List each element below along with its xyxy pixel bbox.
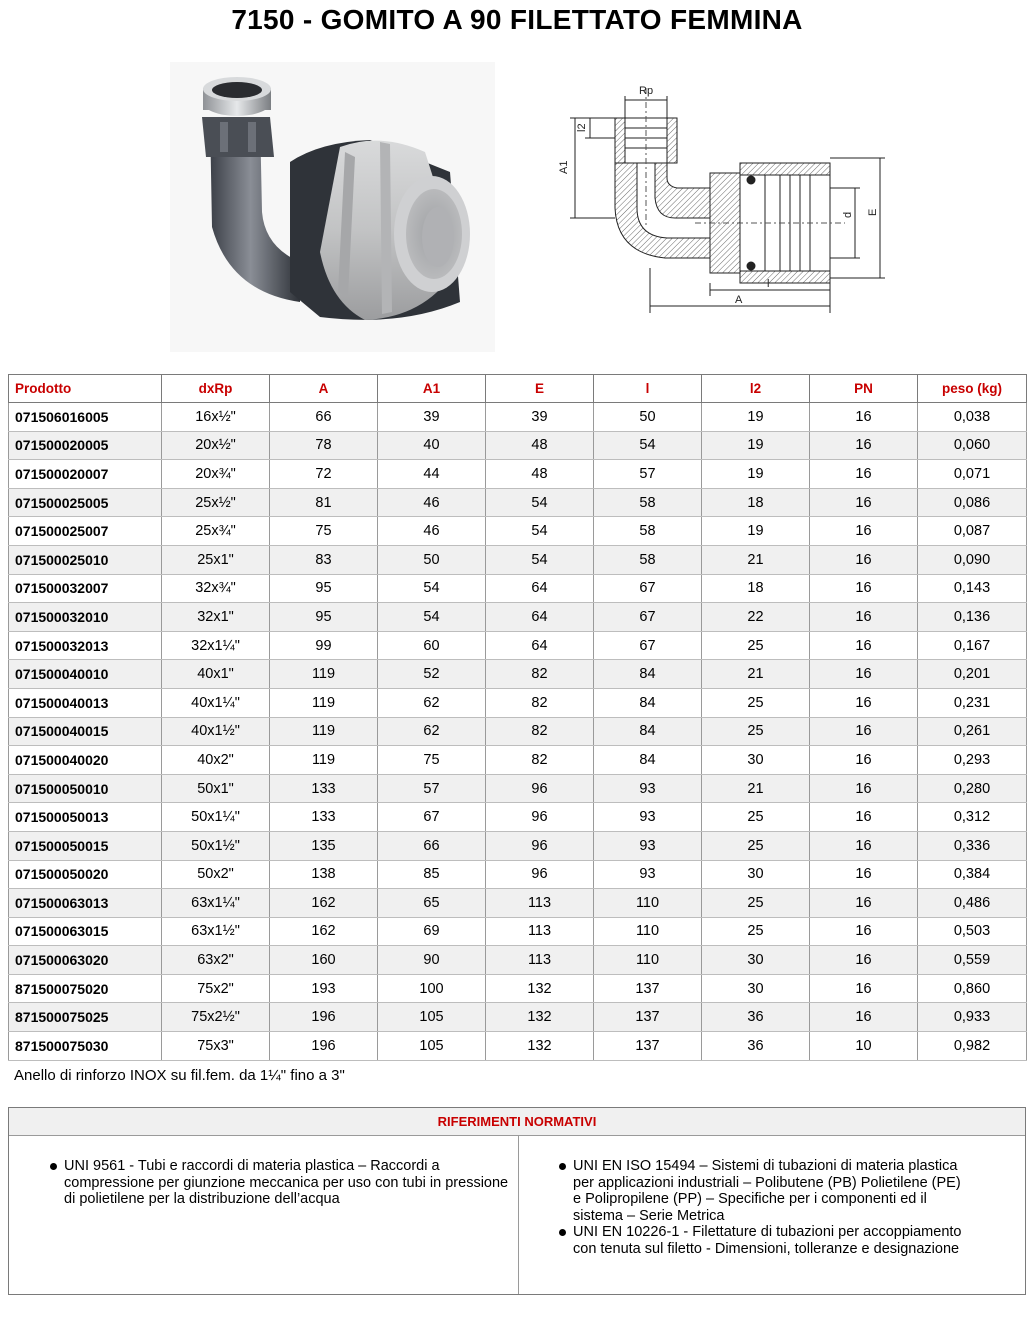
- table-cell: 0,559: [918, 946, 1027, 975]
- table-cell: 25: [702, 831, 810, 860]
- col-header: A: [270, 375, 378, 403]
- table-cell: 137: [594, 1003, 702, 1032]
- table-cell: 72: [270, 460, 378, 489]
- table-cell: 63x1¼": [162, 889, 270, 918]
- reference-item: [573, 1224, 965, 1257]
- table-row: [9, 488, 1027, 517]
- table-cell: 75x2½": [162, 1003, 270, 1032]
- table-cell: 21: [702, 774, 810, 803]
- table-row: [9, 460, 1027, 489]
- table-cell: 40x2": [162, 746, 270, 775]
- table-cell: 19: [702, 431, 810, 460]
- bullet-icon: [559, 1163, 566, 1170]
- page-title: 7150 - GOMITO A 90 FILETTATO FEMMINA: [231, 4, 803, 35]
- inox-note: Anello di rinforzo INOX su fil.fem. da 1¼" fino a 3": [14, 1067, 345, 1084]
- table-cell: 110: [594, 917, 702, 946]
- table-cell: 93: [594, 774, 702, 803]
- reference-text: UNI EN 10226-1 - Filettature di tubazioni per accoppiamento con tenuta sul filetto - Dimensioni, tolleranze e designazione: [573, 1224, 962, 1257]
- col-header: Prodotto: [9, 375, 162, 403]
- table-row: [9, 889, 1027, 918]
- table-cell: 82: [486, 660, 594, 689]
- table-cell: 54: [486, 545, 594, 574]
- table-cell: 75x2": [162, 974, 270, 1003]
- table-cell: 36: [702, 1003, 810, 1032]
- table-cell: 0,201: [918, 660, 1027, 689]
- table-cell: 137: [594, 974, 702, 1003]
- table-cell: 16: [810, 660, 918, 689]
- table-cell: 0,336: [918, 831, 1027, 860]
- table-cell: 113: [486, 917, 594, 946]
- table-cell: 82: [486, 746, 594, 775]
- bullet-icon: [559, 1229, 566, 1236]
- table-cell: 84: [594, 660, 702, 689]
- table-row: [9, 1003, 1027, 1032]
- table-cell: 20x¾": [162, 460, 270, 489]
- table-cell: 64: [486, 603, 594, 632]
- product-code-cell: 071500020007: [9, 460, 162, 489]
- table-cell: 50x1": [162, 774, 270, 803]
- table-cell: 25x½": [162, 488, 270, 517]
- table-cell: 25: [702, 717, 810, 746]
- table-cell: 96: [486, 774, 594, 803]
- table-row: [9, 774, 1027, 803]
- dim-l-label: l: [767, 278, 770, 290]
- spec-table: [8, 374, 1027, 1061]
- table-cell: 0,086: [918, 488, 1027, 517]
- table-cell: 39: [378, 403, 486, 432]
- table-cell: 54: [486, 488, 594, 517]
- product-code-cell: 871500075030: [9, 1032, 162, 1061]
- table-cell: 0,503: [918, 917, 1027, 946]
- table-cell: 162: [270, 889, 378, 918]
- col-header: E: [486, 375, 594, 403]
- table-cell: 50x2": [162, 860, 270, 889]
- table-cell: 84: [594, 717, 702, 746]
- reference-text: UNI EN ISO 15494 – Sistemi di tubazioni di materia plastica per applicazioni industriali – Polibutene (PB) Polietilene (PE) e Polipropilene (PP) – Specifiche per i componenti ed il sistema – Serie Metrica: [573, 1158, 961, 1224]
- table-cell: 16: [810, 917, 918, 946]
- table-cell: 16: [810, 746, 918, 775]
- col-header: PN: [810, 375, 918, 403]
- table-cell: 16: [810, 803, 918, 832]
- technical-drawing: [555, 78, 895, 316]
- table-cell: 119: [270, 688, 378, 717]
- table-cell: 0,087: [918, 517, 1027, 546]
- product-code-cell: 071500050015: [9, 831, 162, 860]
- table-cell: 0,136: [918, 603, 1027, 632]
- table-cell: 83: [270, 545, 378, 574]
- table-cell: 75: [270, 517, 378, 546]
- table-cell: 93: [594, 831, 702, 860]
- table-cell: 58: [594, 545, 702, 574]
- table-cell: 93: [594, 803, 702, 832]
- table-cell: 82: [486, 688, 594, 717]
- table-cell: 90: [378, 946, 486, 975]
- col-header: dxRp: [162, 375, 270, 403]
- table-cell: 25: [702, 688, 810, 717]
- table-cell: 25: [702, 917, 810, 946]
- table-cell: 0,060: [918, 431, 1027, 460]
- table-cell: 75: [378, 746, 486, 775]
- product-code-cell: 071500025010: [9, 545, 162, 574]
- table-cell: 58: [594, 517, 702, 546]
- table-cell: 64: [486, 631, 594, 660]
- table-cell: 105: [378, 1003, 486, 1032]
- table-cell: 50: [378, 545, 486, 574]
- table-cell: 162: [270, 917, 378, 946]
- table-cell: 65: [378, 889, 486, 918]
- table-cell: 25x¾": [162, 517, 270, 546]
- table-cell: 75x3": [162, 1032, 270, 1061]
- product-code-cell: 071500020005: [9, 431, 162, 460]
- table-cell: 19: [702, 403, 810, 432]
- table-cell: 0,090: [918, 545, 1027, 574]
- table-header-row: [9, 375, 1027, 403]
- table-cell: 16: [810, 774, 918, 803]
- table-row: [9, 603, 1027, 632]
- table-cell: 25: [702, 889, 810, 918]
- table-cell: 19: [702, 460, 810, 489]
- table-cell: 16: [810, 488, 918, 517]
- table-cell: 196: [270, 1003, 378, 1032]
- table-cell: 119: [270, 746, 378, 775]
- table-cell: 30: [702, 746, 810, 775]
- table-cell: 48: [486, 431, 594, 460]
- table-cell: 0,261: [918, 717, 1027, 746]
- product-code-cell: 071500063015: [9, 917, 162, 946]
- table-row: [9, 803, 1027, 832]
- table-cell: 54: [486, 517, 594, 546]
- table-row: [9, 545, 1027, 574]
- table-cell: 25: [702, 631, 810, 660]
- table-row: [9, 431, 1027, 460]
- table-cell: 25x1": [162, 545, 270, 574]
- dim-a1-label: A1: [558, 160, 570, 174]
- table-cell: 16: [810, 1003, 918, 1032]
- table-cell: 66: [378, 831, 486, 860]
- table-cell: 82: [486, 717, 594, 746]
- product-code-cell: 071500040015: [9, 717, 162, 746]
- table-row: [9, 917, 1027, 946]
- table-cell: 40: [378, 431, 486, 460]
- table-cell: 52: [378, 660, 486, 689]
- table-cell: 30: [702, 946, 810, 975]
- product-code-cell: 071500063013: [9, 889, 162, 918]
- table-cell: 54: [594, 431, 702, 460]
- table-cell: 196: [270, 1032, 378, 1061]
- table-cell: 16: [810, 717, 918, 746]
- table-cell: 40x1": [162, 660, 270, 689]
- reference-item: [64, 1158, 518, 1208]
- table-cell: 95: [270, 574, 378, 603]
- table-cell: 113: [486, 889, 594, 918]
- table-cell: 0,860: [918, 974, 1027, 1003]
- table-cell: 0,982: [918, 1032, 1027, 1061]
- table-cell: 66: [270, 403, 378, 432]
- table-cell: 30: [702, 860, 810, 889]
- table-cell: 95: [270, 603, 378, 632]
- table-cell: 60: [378, 631, 486, 660]
- table-cell: 99: [270, 631, 378, 660]
- table-cell: 62: [378, 717, 486, 746]
- dim-a-label: A: [735, 294, 743, 306]
- table-cell: 16x½": [162, 403, 270, 432]
- table-cell: 16: [810, 545, 918, 574]
- table-cell: 44: [378, 460, 486, 489]
- table-row: [9, 946, 1027, 975]
- table-row: [9, 831, 1027, 860]
- table-cell: 57: [594, 460, 702, 489]
- table-cell: 0,038: [918, 403, 1027, 432]
- product-code-cell: 071500050010: [9, 774, 162, 803]
- table-cell: 67: [594, 574, 702, 603]
- table-cell: 132: [486, 974, 594, 1003]
- table-cell: 67: [378, 803, 486, 832]
- table-cell: 0,143: [918, 574, 1027, 603]
- table-cell: 18: [702, 574, 810, 603]
- table-cell: 93: [594, 860, 702, 889]
- table-row: [9, 974, 1027, 1003]
- col-header: A1: [378, 375, 486, 403]
- table-row: [9, 717, 1027, 746]
- table-row: [9, 1032, 1027, 1061]
- table-row: [9, 860, 1027, 889]
- table-cell: 18: [702, 488, 810, 517]
- table-cell: 16: [810, 431, 918, 460]
- table-cell: 40x1¼": [162, 688, 270, 717]
- col-header: peso (kg): [918, 375, 1027, 403]
- table-cell: 113: [486, 946, 594, 975]
- table-cell: 0,280: [918, 774, 1027, 803]
- product-code-cell: 071500050013: [9, 803, 162, 832]
- product-code-cell: 071500063020: [9, 946, 162, 975]
- table-cell: 36: [702, 1032, 810, 1061]
- table-cell: 46: [378, 488, 486, 517]
- table-cell: 19: [702, 517, 810, 546]
- table-cell: 0,486: [918, 889, 1027, 918]
- table-cell: 16: [810, 974, 918, 1003]
- product-photo: [170, 62, 495, 352]
- table-cell: 138: [270, 860, 378, 889]
- table-cell: 85: [378, 860, 486, 889]
- table-cell: 40x1½": [162, 717, 270, 746]
- table-cell: 54: [378, 603, 486, 632]
- table-cell: 50x1½": [162, 831, 270, 860]
- table-cell: 20x½": [162, 431, 270, 460]
- table-cell: 16: [810, 631, 918, 660]
- table-cell: 67: [594, 603, 702, 632]
- table-cell: 96: [486, 860, 594, 889]
- table-cell: 22: [702, 603, 810, 632]
- table-cell: 10: [810, 1032, 918, 1061]
- table-cell: 16: [810, 946, 918, 975]
- table-cell: 21: [702, 660, 810, 689]
- table-cell: 25: [702, 803, 810, 832]
- table-row: [9, 688, 1027, 717]
- table-row: [9, 403, 1027, 432]
- table-cell: 84: [594, 688, 702, 717]
- product-code-cell: 071500040020: [9, 746, 162, 775]
- table-cell: 133: [270, 803, 378, 832]
- table-cell: 119: [270, 660, 378, 689]
- table-cell: 50: [594, 403, 702, 432]
- dim-l2-label: l2: [576, 123, 588, 132]
- product-code-cell: 871500075025: [9, 1003, 162, 1032]
- table-cell: 135: [270, 831, 378, 860]
- product-code-cell: 071500032013: [9, 631, 162, 660]
- table-cell: 78: [270, 431, 378, 460]
- reference-item: [573, 1158, 965, 1224]
- table-cell: 0,384: [918, 860, 1027, 889]
- table-row: [9, 517, 1027, 546]
- references-box: [8, 1107, 1026, 1295]
- table-cell: 63x2": [162, 946, 270, 975]
- table-cell: 16: [810, 860, 918, 889]
- table-cell: 32x1": [162, 603, 270, 632]
- product-code-cell: 871500075020: [9, 974, 162, 1003]
- table-cell: 105: [378, 1032, 486, 1061]
- table-cell: 16: [810, 889, 918, 918]
- table-cell: 32x1¼": [162, 631, 270, 660]
- references-right-column: [519, 1136, 1025, 1294]
- product-code-cell: 071500040013: [9, 688, 162, 717]
- table-row: [9, 746, 1027, 775]
- table-cell: 69: [378, 917, 486, 946]
- col-header: l: [594, 375, 702, 403]
- table-cell: 32x¾": [162, 574, 270, 603]
- table-cell: 132: [486, 1032, 594, 1061]
- dim-e-label: E: [867, 208, 879, 216]
- table-row: [9, 660, 1027, 689]
- table-cell: 84: [594, 746, 702, 775]
- table-cell: 110: [594, 946, 702, 975]
- reference-text: UNI 9561 - Tubi e raccordi di materia plastica – Raccordi a compressione per giunzione meccanica per uso con tubi in pressione di polietilene per la distribuzione dell’acqua: [64, 1158, 509, 1207]
- table-cell: 50x1¼": [162, 803, 270, 832]
- product-code-cell: 071500025007: [9, 517, 162, 546]
- table-cell: 63x1½": [162, 917, 270, 946]
- table-cell: 16: [810, 403, 918, 432]
- table-cell: 160: [270, 946, 378, 975]
- table-cell: 16: [810, 460, 918, 489]
- table-cell: 48: [486, 460, 594, 489]
- table-cell: 133: [270, 774, 378, 803]
- dim-rp-label: Rp: [639, 85, 654, 97]
- table-cell: 16: [810, 517, 918, 546]
- table-cell: 21: [702, 545, 810, 574]
- table-cell: 39: [486, 403, 594, 432]
- table-cell: 54: [378, 574, 486, 603]
- table-cell: 46: [378, 517, 486, 546]
- table-cell: 193: [270, 974, 378, 1003]
- table-cell: 110: [594, 889, 702, 918]
- table-cell: 0,933: [918, 1003, 1027, 1032]
- table-cell: 137: [594, 1032, 702, 1061]
- table-cell: 0,167: [918, 631, 1027, 660]
- table-cell: 0,231: [918, 688, 1027, 717]
- table-cell: 119: [270, 717, 378, 746]
- product-code-cell: 071500025005: [9, 488, 162, 517]
- table-cell: 16: [810, 831, 918, 860]
- product-code-cell: 071500040010: [9, 660, 162, 689]
- table-row: [9, 631, 1027, 660]
- table-cell: 64: [486, 574, 594, 603]
- table-cell: 16: [810, 574, 918, 603]
- table-cell: 16: [810, 688, 918, 717]
- table-cell: 62: [378, 688, 486, 717]
- table-cell: 67: [594, 631, 702, 660]
- table-cell: 81: [270, 488, 378, 517]
- table-cell: 96: [486, 831, 594, 860]
- table-cell: 57: [378, 774, 486, 803]
- references-left-column: [9, 1136, 519, 1294]
- table-cell: 58: [594, 488, 702, 517]
- table-cell: 0,293: [918, 746, 1027, 775]
- table-cell: 96: [486, 803, 594, 832]
- col-header: l2: [702, 375, 810, 403]
- table-cell: 0,071: [918, 460, 1027, 489]
- product-code-cell: 071506016005: [9, 403, 162, 432]
- table-cell: 16: [810, 603, 918, 632]
- table-cell: 30: [702, 974, 810, 1003]
- product-code-cell: 071500032010: [9, 603, 162, 632]
- table-row: [9, 574, 1027, 603]
- references-heading: RIFERIMENTI NORMATIVI: [9, 1108, 1025, 1136]
- table-cell: 0,312: [918, 803, 1027, 832]
- dim-d-label: d: [842, 211, 854, 218]
- table-cell: 132: [486, 1003, 594, 1032]
- product-code-cell: 071500050020: [9, 860, 162, 889]
- table-cell: 100: [378, 974, 486, 1003]
- bullet-icon: [50, 1163, 57, 1170]
- product-code-cell: 071500032007: [9, 574, 162, 603]
